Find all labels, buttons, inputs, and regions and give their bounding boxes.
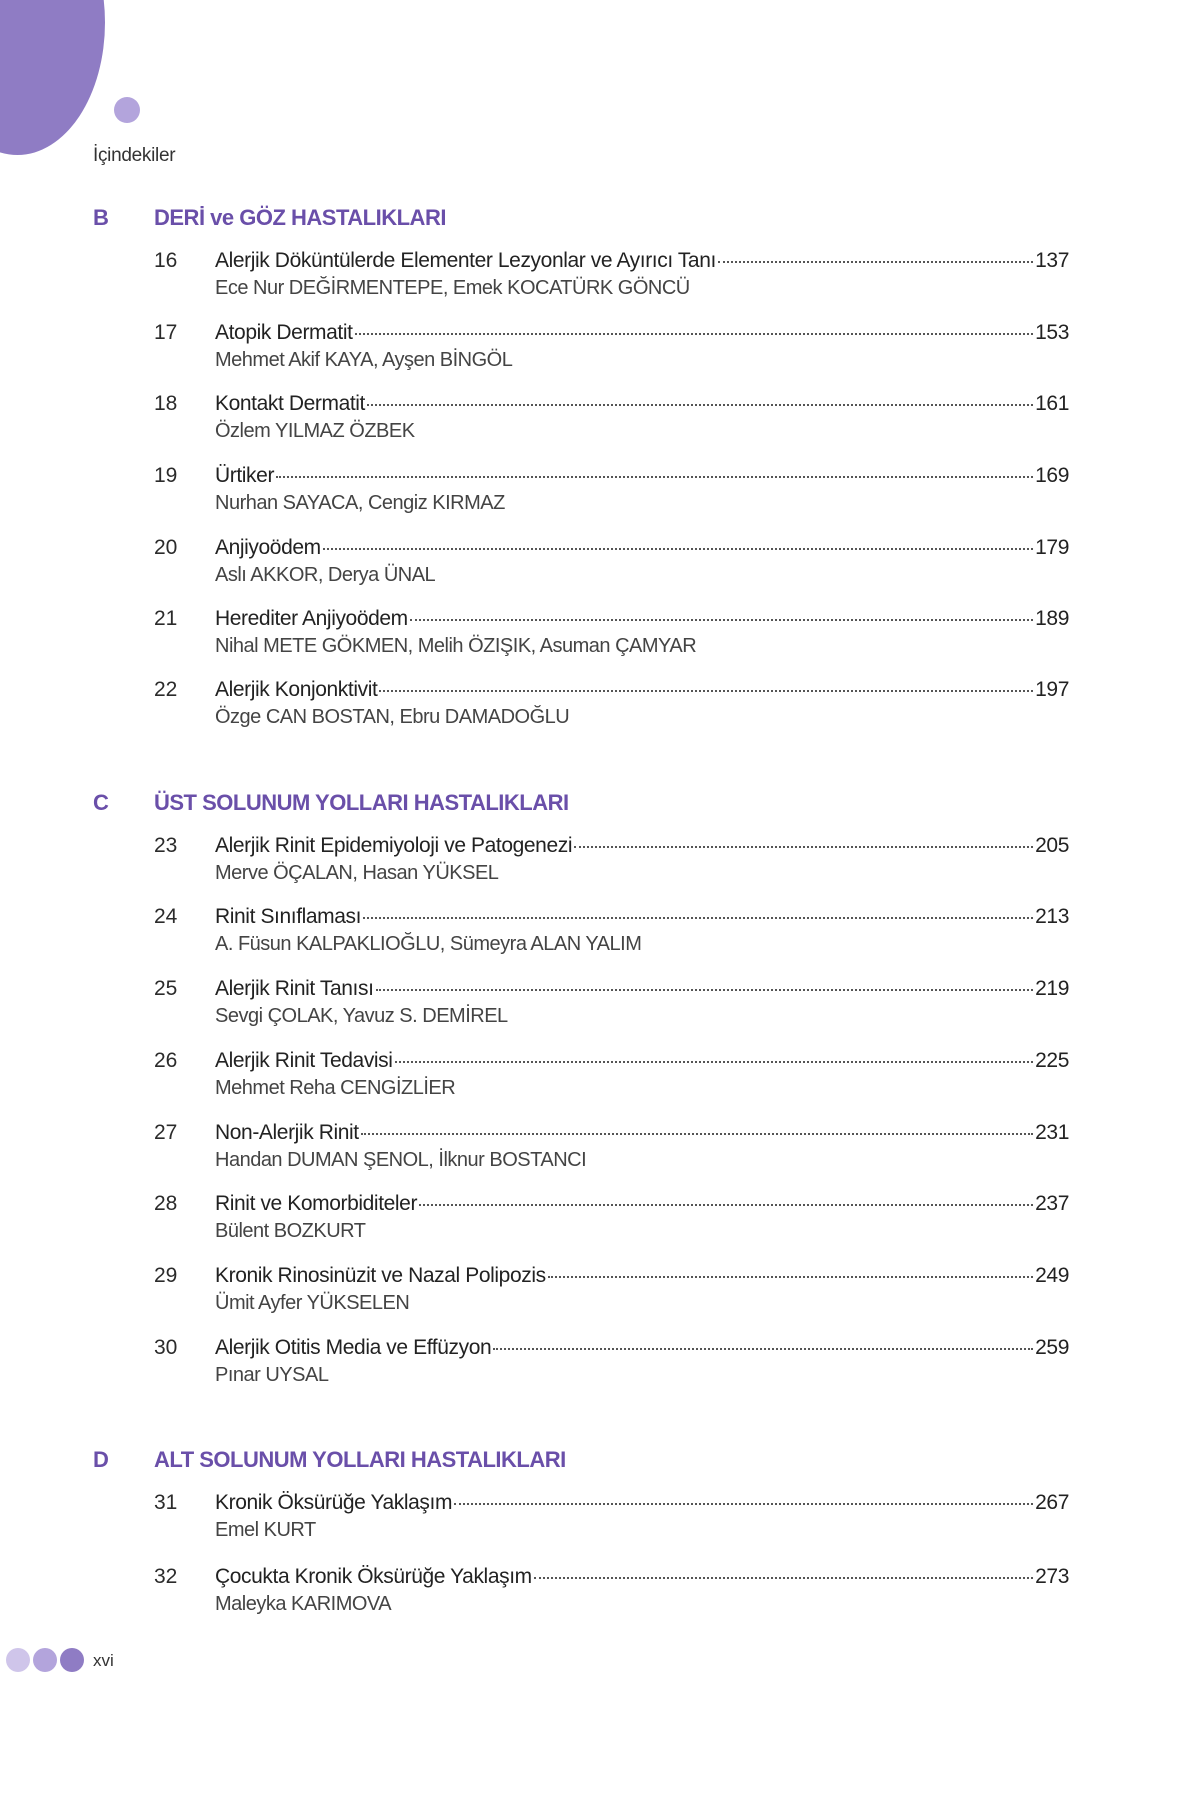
chapter-number: 25 — [154, 977, 178, 1000]
corner-decoration — [0, 0, 105, 155]
chapter-title[interactable]: Alerjik Rinit Tedavisi — [215, 1049, 393, 1072]
chapter-authors: Ümit Ayfer YÜKSELEN — [215, 1292, 410, 1314]
chapter-line — [215, 1192, 1069, 1216]
chapter-title[interactable]: Alerjik Otitis Media ve Effüzyon — [215, 1336, 492, 1359]
chapter-title[interactable]: Alerjik Rinit Tanısı — [215, 977, 374, 1000]
chapter-title[interactable]: Herediter Anjiyoödem — [215, 607, 408, 630]
chapter-title[interactable]: Alerjik Döküntülerde Elementer Lezyonlar ve Ayırıcı Tanı — [215, 249, 716, 272]
chapter-line — [215, 607, 1069, 631]
chapter-page: 249 — [1035, 1264, 1069, 1287]
toc-entry[interactable] — [0, 536, 1200, 596]
chapter-title[interactable]: Alerjik Konjonktivit — [215, 678, 378, 701]
chapter-line — [215, 1049, 1069, 1073]
toc-entry[interactable] — [0, 1192, 1200, 1252]
chapter-page: 205 — [1035, 834, 1069, 857]
chapter-authors: Mehmet Akif KAYA, Ayşen BİNGÖL — [215, 349, 513, 371]
chapter-page: 197 — [1035, 678, 1069, 701]
chapter-number: 17 — [154, 321, 178, 344]
chapter-title[interactable]: Kronik Rinosinüzit ve Nazal Polipozis — [215, 1264, 546, 1287]
dot-leader — [410, 618, 1033, 621]
chapter-page: 231 — [1035, 1121, 1069, 1144]
section-title: ÜST SOLUNUM YOLLARI HASTALIKLARI — [154, 790, 569, 815]
dot-leader — [419, 1203, 1033, 1206]
chapter-title[interactable]: Kontakt Dermatit — [215, 392, 365, 415]
dot-leader — [718, 260, 1033, 263]
chapter-number: 27 — [154, 1121, 178, 1144]
chapter-title[interactable]: Non-Alerjik Rinit — [215, 1121, 359, 1144]
toc-entry[interactable] — [0, 1049, 1200, 1109]
toc-entry[interactable] — [0, 321, 1200, 381]
section-letter: C — [93, 790, 109, 815]
toc-entry[interactable] — [0, 607, 1200, 667]
chapter-line — [215, 1121, 1069, 1145]
chapter-authors: Mehmet Reha CENGİZLİER — [215, 1077, 456, 1099]
chapter-authors: Nurhan SAYACA, Cengiz KIRMAZ — [215, 492, 505, 514]
chapter-line — [215, 1264, 1069, 1288]
chapter-title[interactable]: Çocukta Kronik Öksürüğe Yaklaşım — [215, 1565, 532, 1588]
chapter-page: 213 — [1035, 905, 1069, 928]
chapter-number: 28 — [154, 1192, 178, 1215]
chapter-number: 32 — [154, 1565, 178, 1588]
chapter-number: 24 — [154, 905, 178, 928]
chapter-page: 219 — [1035, 977, 1069, 1000]
dot-leader — [548, 1275, 1033, 1278]
chapter-page: 189 — [1035, 607, 1069, 630]
page-number: xvi — [93, 1651, 114, 1670]
chapter-title[interactable]: Kronik Öksürüğe Yaklaşım — [215, 1491, 453, 1514]
chapter-number: 19 — [154, 464, 178, 487]
dot-leader — [363, 916, 1033, 919]
chapter-title[interactable]: Atopik Dermatit — [215, 321, 353, 344]
chapter-authors: Özlem YILMAZ ÖZBEK — [215, 420, 415, 442]
dot-leader — [276, 475, 1033, 478]
chapter-authors: Bülent BOZKURT — [215, 1220, 366, 1242]
chapter-line — [215, 249, 1069, 273]
footer-dot — [60, 1648, 84, 1672]
chapter-number: 22 — [154, 678, 178, 701]
chapter-authors: Ece Nur DEĞİRMENTEPE, Emek KOCATÜRK GÖNCÜ — [215, 277, 690, 299]
dot-leader — [534, 1576, 1033, 1579]
footer-dot — [33, 1648, 57, 1672]
chapter-number: 26 — [154, 1049, 178, 1072]
chapter-line — [215, 834, 1069, 858]
toc-entry[interactable] — [0, 1264, 1200, 1324]
corner-dot — [114, 97, 140, 123]
chapter-page: 267 — [1035, 1491, 1069, 1514]
toc-entry[interactable] — [0, 392, 1200, 452]
chapter-number: 23 — [154, 834, 178, 857]
chapter-authors: A. Füsun KALPAKLIOĞLU, Sümeyra ALAN YALIM — [215, 933, 642, 955]
chapter-number: 18 — [154, 392, 178, 415]
chapter-number: 20 — [154, 536, 178, 559]
chapter-page: 179 — [1035, 536, 1069, 559]
dot-leader — [323, 547, 1033, 550]
dot-leader — [367, 403, 1033, 406]
chapter-title[interactable]: Alerjik Rinit Epidemiyoloji ve Patogenezi — [215, 834, 573, 857]
dot-leader — [454, 1502, 1033, 1505]
chapter-number: 21 — [154, 607, 178, 630]
chapter-authors: Maleyka KARIMOVA — [215, 1593, 392, 1615]
chapter-page: 161 — [1035, 392, 1069, 415]
section-heading — [0, 790, 1200, 820]
chapter-line — [215, 321, 1069, 345]
chapter-authors: Özge CAN BOSTAN, Ebru DAMADOĞLU — [215, 706, 570, 728]
chapter-page: 137 — [1035, 249, 1069, 272]
toc-entry[interactable] — [0, 977, 1200, 1037]
chapter-authors: Merve ÖÇALAN, Hasan YÜKSEL — [215, 862, 499, 884]
section-heading — [0, 1447, 1200, 1477]
chapter-authors: Aslı AKKOR, Derya ÜNAL — [215, 564, 436, 586]
chapter-line — [215, 1336, 1069, 1360]
chapter-page: 169 — [1035, 464, 1069, 487]
footer-dot — [6, 1648, 30, 1672]
chapter-authors: Emel KURT — [215, 1519, 316, 1541]
chapter-page: 225 — [1035, 1049, 1069, 1072]
toc-entry[interactable] — [0, 1336, 1200, 1396]
section-title: DERİ ve GÖZ HASTALIKLARI — [154, 205, 446, 230]
dot-leader — [493, 1347, 1033, 1350]
chapter-title[interactable]: Ürtiker — [215, 464, 275, 487]
section-heading — [0, 205, 1200, 235]
dot-leader — [379, 689, 1033, 692]
chapter-line — [215, 1565, 1069, 1589]
page-header-title: İçindekiler — [93, 145, 176, 166]
chapter-number: 16 — [154, 249, 178, 272]
section-letter: B — [93, 205, 109, 230]
chapter-page: 273 — [1035, 1565, 1069, 1588]
chapter-page: 259 — [1035, 1336, 1069, 1359]
chapter-number: 31 — [154, 1491, 178, 1514]
chapter-line — [215, 678, 1069, 702]
chapter-authors: Handan DUMAN ŞENOL, İlknur BOSTANCI — [215, 1149, 587, 1171]
toc-entry[interactable] — [0, 678, 1200, 738]
toc-entry[interactable] — [0, 1565, 1200, 1625]
chapter-line — [215, 392, 1069, 416]
chapter-number: 29 — [154, 1264, 178, 1287]
toc-entry[interactable] — [0, 905, 1200, 965]
toc-entry[interactable] — [0, 1121, 1200, 1181]
dot-leader — [376, 988, 1034, 991]
toc-entry[interactable] — [0, 249, 1200, 309]
chapter-line — [215, 977, 1069, 1001]
chapter-number: 30 — [154, 1336, 178, 1359]
chapter-authors: Sevgi ÇOLAK, Yavuz S. DEMİREL — [215, 1005, 508, 1027]
chapter-page: 237 — [1035, 1192, 1069, 1215]
chapter-title[interactable]: Anjiyoödem — [215, 536, 321, 559]
chapter-line — [215, 1491, 1069, 1515]
chapter-line — [215, 536, 1069, 560]
dot-leader — [355, 332, 1034, 335]
dot-leader — [361, 1132, 1033, 1135]
chapter-line — [215, 905, 1069, 929]
chapter-line — [215, 464, 1069, 488]
toc-entry[interactable] — [0, 834, 1200, 894]
toc-entry[interactable] — [0, 464, 1200, 524]
dot-leader — [395, 1060, 1034, 1063]
chapter-authors: Pınar UYSAL — [215, 1364, 329, 1386]
chapter-title[interactable]: Rinit ve Komorbiditeler — [215, 1192, 418, 1215]
dot-leader — [574, 845, 1033, 848]
chapter-page: 153 — [1035, 321, 1069, 344]
toc-entry[interactable] — [0, 1491, 1200, 1551]
section-title: ALT SOLUNUM YOLLARI HASTALIKLARI — [154, 1447, 566, 1472]
chapter-authors: Nihal METE GÖKMEN, Melih ÖZIŞIK, Asuman ÇAMYAR — [215, 635, 697, 657]
section-letter: D — [93, 1447, 109, 1472]
chapter-title[interactable]: Rinit Sınıflaması — [215, 905, 362, 928]
